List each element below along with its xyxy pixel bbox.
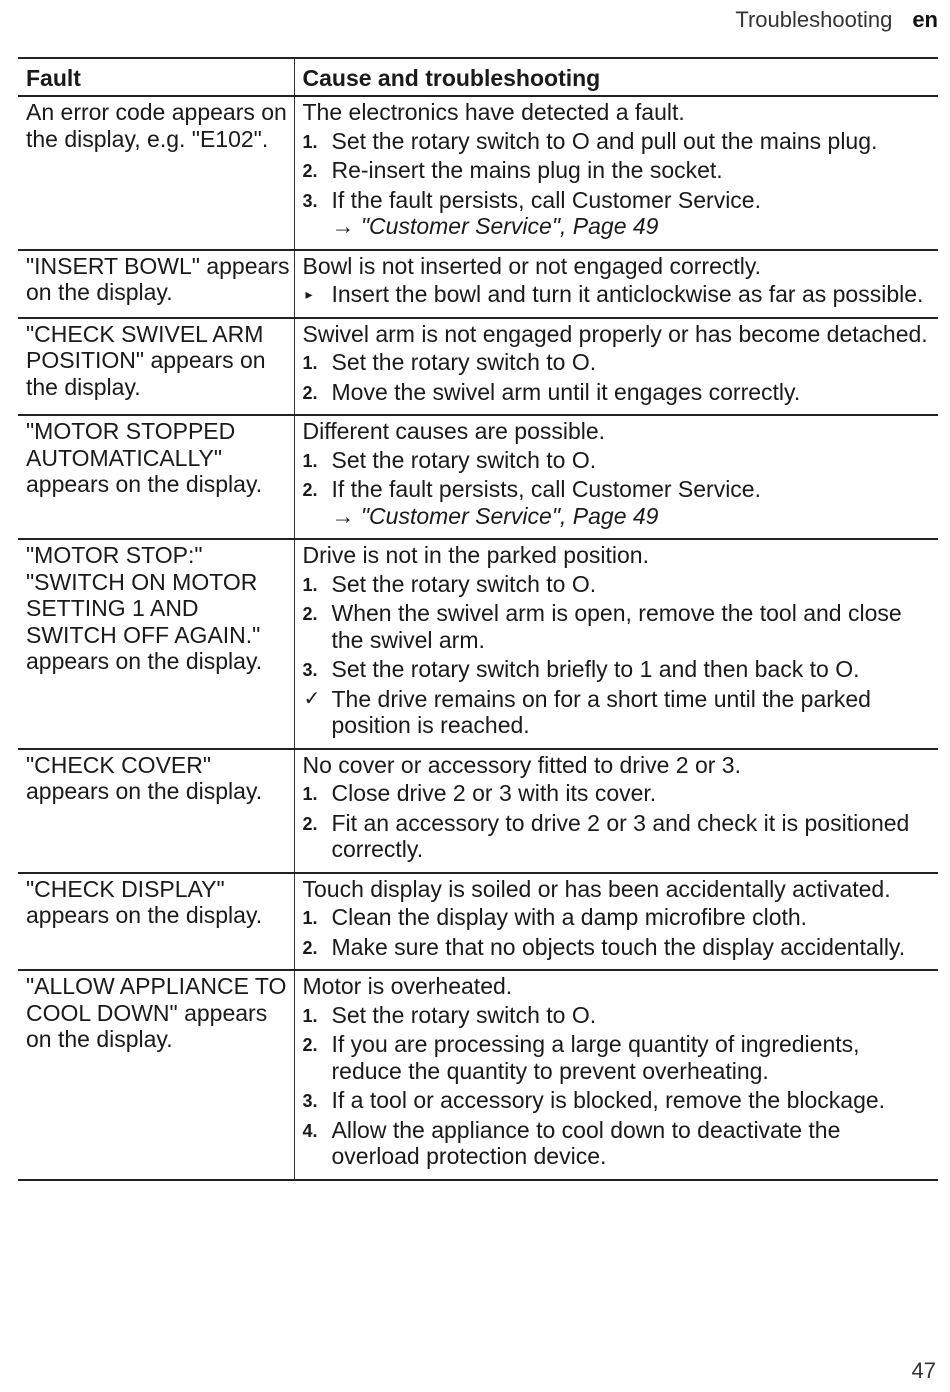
step-number: 2. xyxy=(302,161,318,181)
list-item xyxy=(303,1117,933,1170)
step-text: If you are processing a large quantity of ingredients, reduce the quantity to prevent overheating. xyxy=(331,1031,860,1084)
fault-cell: "CHECK COVER" appears on the display. xyxy=(18,749,294,873)
step-text: Close drive 2 or 3 with its cover. xyxy=(331,780,657,806)
troubleshooting-table xyxy=(18,59,938,1181)
fault-cell: An error code appears on the display, e.g. "E102". xyxy=(18,96,294,250)
table-row xyxy=(18,96,938,250)
fault-cell: "CHECK SWIVEL ARM POSITION" appears on the display. xyxy=(18,318,294,416)
cause-text: Bowl is not inserted or not engaged correctly. xyxy=(302,252,762,279)
table-row xyxy=(18,318,938,416)
cause-text: No cover or accessory fitted to drive 2 or 3. xyxy=(302,751,741,778)
step-list xyxy=(303,1002,933,1170)
cause-text: Motor is overheated. xyxy=(302,973,513,999)
list-item xyxy=(303,349,933,376)
troubleshooting-table-wrapper xyxy=(18,57,938,1181)
check-icon: ✓ xyxy=(303,687,321,710)
step-text: Set the rotary switch to O. xyxy=(331,446,597,473)
list-item xyxy=(303,810,933,863)
step-list xyxy=(303,447,933,530)
step-text: Re-insert the mains plug in the socket. xyxy=(331,157,723,183)
cause-cell xyxy=(294,415,938,539)
column-header-cause: Cause and troubleshooting xyxy=(294,59,938,96)
step-text: Insert the bowl and turn it anticlockwise as far as possible. xyxy=(331,281,924,307)
step-number: 1. xyxy=(302,908,318,928)
step-list xyxy=(303,571,933,739)
step-number: 1. xyxy=(302,450,318,471)
page-number: 47 xyxy=(911,1358,936,1383)
step-text: If a tool or accessory is blocked, remove the blockage. xyxy=(331,1087,886,1113)
step-text: Set the rotary switch briefly to 1 and then back to O. xyxy=(331,656,860,682)
step-number: 3. xyxy=(302,660,318,680)
step-number: 2. xyxy=(302,813,318,834)
step-text: If the fault persists, call Customer Service. xyxy=(331,476,761,502)
fault-cell: "ALLOW APPLIANCE TO COOL DOWN" appears on the display. xyxy=(18,970,294,1180)
cause-text: Drive is not in the parked position. xyxy=(302,542,649,568)
list-item xyxy=(303,904,933,931)
step-number: 2. xyxy=(302,1035,318,1055)
step-list xyxy=(303,349,933,405)
step-text: Set the rotary switch to O and pull out the mains plug. xyxy=(331,127,878,154)
table-header-row xyxy=(18,59,938,96)
list-item xyxy=(303,447,933,474)
step-list xyxy=(303,128,933,240)
list-item xyxy=(303,281,933,308)
step-list xyxy=(303,780,933,863)
step-text: Set the rotary switch to O. xyxy=(331,1001,597,1028)
step-number: 2. xyxy=(302,937,318,958)
list-item xyxy=(303,934,933,961)
step-list xyxy=(303,281,933,308)
step-text: Move the swivel arm until it engages correctly. xyxy=(331,378,801,405)
cause-cell xyxy=(294,873,938,971)
step-text: Fit an accessory to drive 2 or 3 and check it is positioned correctly. xyxy=(331,809,910,862)
language-code: en xyxy=(912,7,938,32)
page-header xyxy=(735,6,938,34)
step-number: 1. xyxy=(302,784,318,804)
column-header-fault: Fault xyxy=(18,59,294,96)
table-row xyxy=(18,873,938,971)
cause-text: Touch display is soiled or has been accidentally activated. xyxy=(302,875,891,902)
step-text: Clean the display with a damp microfibre cloth. xyxy=(331,904,808,930)
step-number: 2. xyxy=(302,604,318,624)
list-item xyxy=(303,128,933,155)
list-item xyxy=(303,600,933,653)
step-text: If the fault persists, call Customer Service. xyxy=(331,186,761,213)
cross-reference-link[interactable] xyxy=(332,213,933,240)
cause-cell xyxy=(294,749,938,873)
fault-cell: "INSERT BOWL" appears on the display. xyxy=(18,250,294,318)
step-number: 1. xyxy=(302,574,318,595)
list-item xyxy=(303,656,933,683)
list-item xyxy=(303,379,933,406)
table-row xyxy=(18,539,938,749)
cause-text: Swivel arm is not engaged properly or has become detached. xyxy=(302,320,928,347)
fault-cell: "MOTOR STOP:" "SWITCH ON MOTOR SETTING 1 AND SWITCH OFF AGAIN." appears on the display. xyxy=(18,539,294,749)
section-title: Troubleshooting xyxy=(735,7,893,32)
table-row xyxy=(18,415,938,539)
step-number: 2. xyxy=(302,480,318,500)
cause-text: The electronics have detected a fault. xyxy=(302,99,685,125)
cause-text: Different causes are possible. xyxy=(302,418,606,444)
step-text: Set the rotary switch to O. xyxy=(331,570,597,597)
cross-reference-text: "Customer Service", Page 49 xyxy=(360,213,659,239)
arrow-right-icon: → xyxy=(331,213,361,239)
list-item xyxy=(303,1002,933,1029)
cause-cell xyxy=(294,970,938,1180)
step-number: 1. xyxy=(302,1005,318,1026)
cross-reference-text: "Customer Service", Page 49 xyxy=(360,502,659,529)
list-item xyxy=(303,1031,933,1084)
step-list xyxy=(303,904,933,960)
list-item xyxy=(303,157,933,184)
list-item xyxy=(303,1087,933,1114)
list-item xyxy=(303,476,933,529)
step-text: The drive remains on for a short time until the parked position is reached. xyxy=(331,685,871,738)
step-number: 3. xyxy=(302,1091,318,1111)
step-text: Make sure that no objects touch the display accidentally. xyxy=(331,933,906,960)
list-item xyxy=(303,187,933,240)
cause-cell xyxy=(294,250,938,318)
cause-cell xyxy=(294,96,938,250)
step-number: 2. xyxy=(302,382,318,403)
table-body xyxy=(18,96,938,1180)
step-number: 4. xyxy=(302,1120,318,1141)
cross-reference-link[interactable] xyxy=(332,503,933,530)
table-row xyxy=(18,970,938,1180)
fault-cell: "MOTOR STOPPED AUTOMATICALLY" appears on the display. xyxy=(18,415,294,539)
cause-cell xyxy=(294,539,938,749)
list-item xyxy=(303,780,933,807)
list-item xyxy=(303,686,933,739)
list-item xyxy=(303,571,933,598)
fault-cell: "CHECK DISPLAY" appears on the display. xyxy=(18,873,294,971)
step-text: Allow the appliance to cool down to deactivate the overload protection device. xyxy=(331,1116,841,1169)
cause-cell xyxy=(294,318,938,416)
step-text: Set the rotary switch to O. xyxy=(331,349,597,375)
arrow-right-icon: → xyxy=(331,502,361,529)
step-number: 3. xyxy=(302,190,318,211)
bullet-icon: ▸ xyxy=(305,286,313,302)
step-number: 1. xyxy=(302,131,318,152)
step-number: 1. xyxy=(302,353,318,373)
table-row xyxy=(18,250,938,318)
step-text: When the swivel arm is open, remove the tool and close the swivel arm. xyxy=(331,600,902,653)
table-row xyxy=(18,749,938,873)
